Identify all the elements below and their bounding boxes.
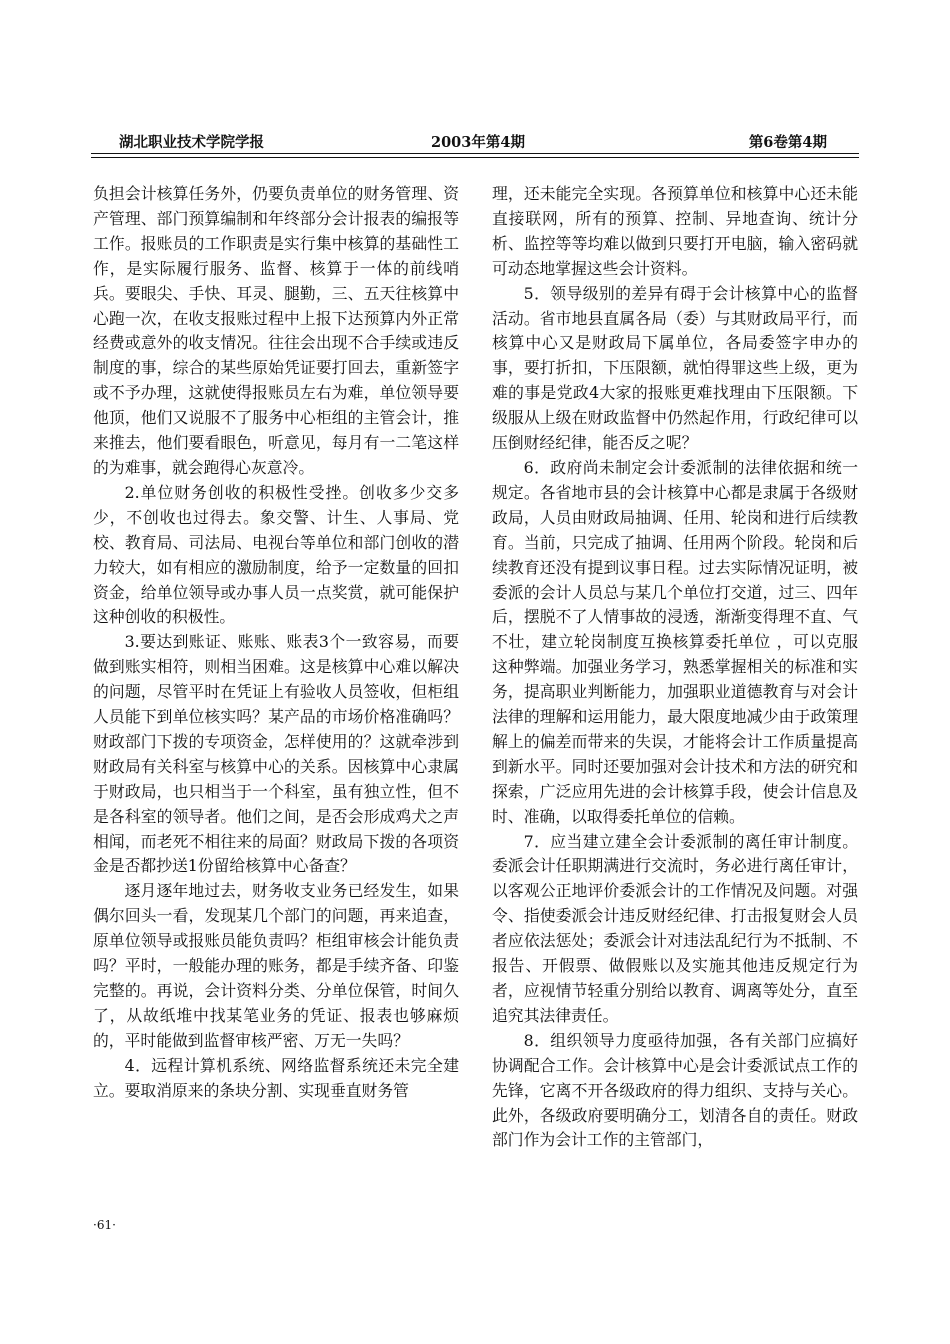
paragraph: 负担会计核算任务外，仍要负责单位的财务管理、资产管理、部门预算编制和年终部分会计报表的编报等工作。报账员的工作职责是实行集中核算的基础性工作，是实际履行服务、监督、核算于一体的前线哨兵。要眼尖、手快、耳灵、腿勤，三、五天往核算中心跑一次，在收支报账过程中上报下达预算内外正常经费或意外的收支情况。往往会出现不合手续或违反制度的事，综合的某些原始凭证要打回去，重新签字或不予办理，这就使得报账员左右为难，单位领导要他顶，他们又说服不了服务中心柜组的主管会计，推来推去，他们要看眼色，听意见，每月有一二笔这样的为难事，就会跑得心灰意冷。: [93, 184, 459, 477]
issue-label: 2003年第4期: [431, 134, 525, 151]
paragraph: 逐月逐年地过去，财务收支业务已经发生，如果偶尔回头一看，发现某几个部门的问题，再来追查，原单位领导或报账员能负责吗？柜组审核会计能负责吗？平时，一般能办理的账务，都是手续齐备、印鉴完整的。再说，会计资料分类、分单位保管，时间久了，从故纸堆中找某笔业务的凭证、报表也够麻烦的，平时能做到监督审核严密、万无一失吗？: [93, 881, 459, 1050]
paragraph: 3.要达到账证、账账、账表3个一致容易，而要做到账实相符，则相当困难。这是核算中心难以解决的问题，尽管平时在凭证上有验收人员签收，但柜组人员能下到单位核实吗？某产品的市场价格准确吗？财政部门下拨的专项资金，怎样使用的？这就牵涉到财政局有关科室与核算中心的关系。因核算中心隶属于财政局，也只相当于一个科室，虽有独立性，但不是各科室的领导者。他们之间，是否会形成鸡犬之声相闻，而老死不相往来的局面？财政局下拨的各项资金是否都抄送1份留给核算中心备查？: [93, 632, 459, 876]
paragraph: 理，还未能完全实现。各预算单位和核算中心还未能直接联网，所有的预算、控制、异地查询、统计分析、监控等等均难以做到只要打开电脑，输入密码就可动态地掌握这些会计资料。: [492, 184, 858, 278]
header-rule-thin: [91, 157, 859, 158]
right-column: [492, 182, 858, 1153]
left-column: [93, 182, 459, 1104]
paragraph: 7．应当建立建全会计委派制的离任审计制度。委派会计任职期满进行交流时，务必进行离任审计，以客观公正地评价委派会计的工作情况及问题。对强令、指使委派会计违反财经纪律、打击报复财会人员者应依法惩处；委派会计对违法乱纪行为不抵制、不报告、开假票、做假账以及实施其他违反规定行为者，应视情节轻重分别给以教育、调离等处分，直至追究其法律责任。: [492, 831, 858, 1025]
volume-label: 第6卷第4期: [748, 134, 827, 151]
paragraph: 2.单位财务创收的积极性受挫。创收多少交多少，不创收也过得去。象交警、计生、人事局、党校、教育局、司法局、电视台等单位和部门创收的潜力较大，如有相应的激励制度，给予一定数量的回扣资金，给单位领导或办事人员一点奖赏，就可能保护这种创收的积极性。: [93, 482, 459, 627]
page-number: ·61·: [93, 1218, 116, 1232]
journal-title: 湖北职业技术学院学报: [119, 134, 264, 151]
paragraph: 5．领导级别的差异有碍于会计核算中心的监督活动。省市地县直属各局（委）与其财政局平行，而核算中心又是财政局下属单位，各局委签字申办的事，要打折扣，下压限额，就怕得罪这些上级，更为难的事是党政4大家的报账更难找理由下压限额。下级服从上级在财政监督中仍然起作用，行政纪律可以压倒财经纪律，能否反之呢？: [492, 283, 858, 453]
paragraph: 4．远程计算机系统、网络监督系统还未完全建立。要取消原来的条块分割、实现垂直财务管: [93, 1055, 459, 1100]
paragraph: 6．政府尚未制定会计委派制的法律依据和统一规定。各省地市县的会计核算中心都是隶属于各级财政局，人员由财政局抽调、任用、轮岗和进行后续教育。当前，只完成了抽调、任用两个阶段。轮岗和后续教育还没有提到议事日程。过去实际情况证明，被委派的会计人员总与某几个单位打交道，过三、四年后，摆脱不了人情事故的浸透，渐渐变得理不直、气不壮，建立轮岗制度互换核算委托单位 ，可以克服这种弊端。加强业务学习，熟悉掌握相关的标准和实务，提高职业判断能力，加强职业道德教育与对会计法律的理解和运用能力，最大限度地减少由于政策理解上的偏差而带来的失误，才能将会计工作质量提高到新水平。同时还要加强对会计技术和方法的研究和探索，广泛应用先进的会计核算手段，使会计信息及时、准确，以取得委托单位的信赖。: [492, 457, 858, 826]
paragraph: 8．组织领导力度亟待加强，各有关部门应搞好协调配合工作。会计核算中心是会计委派试点工作的先锋，它离不开各级政府的得力组织、支持与关心。此外，各级政府要明确分工，划清各自的责任。财政部门作为会计工作的主管部门，: [492, 1030, 858, 1150]
running-header: [91, 131, 859, 153]
header-rule-thick: [91, 153, 859, 154]
